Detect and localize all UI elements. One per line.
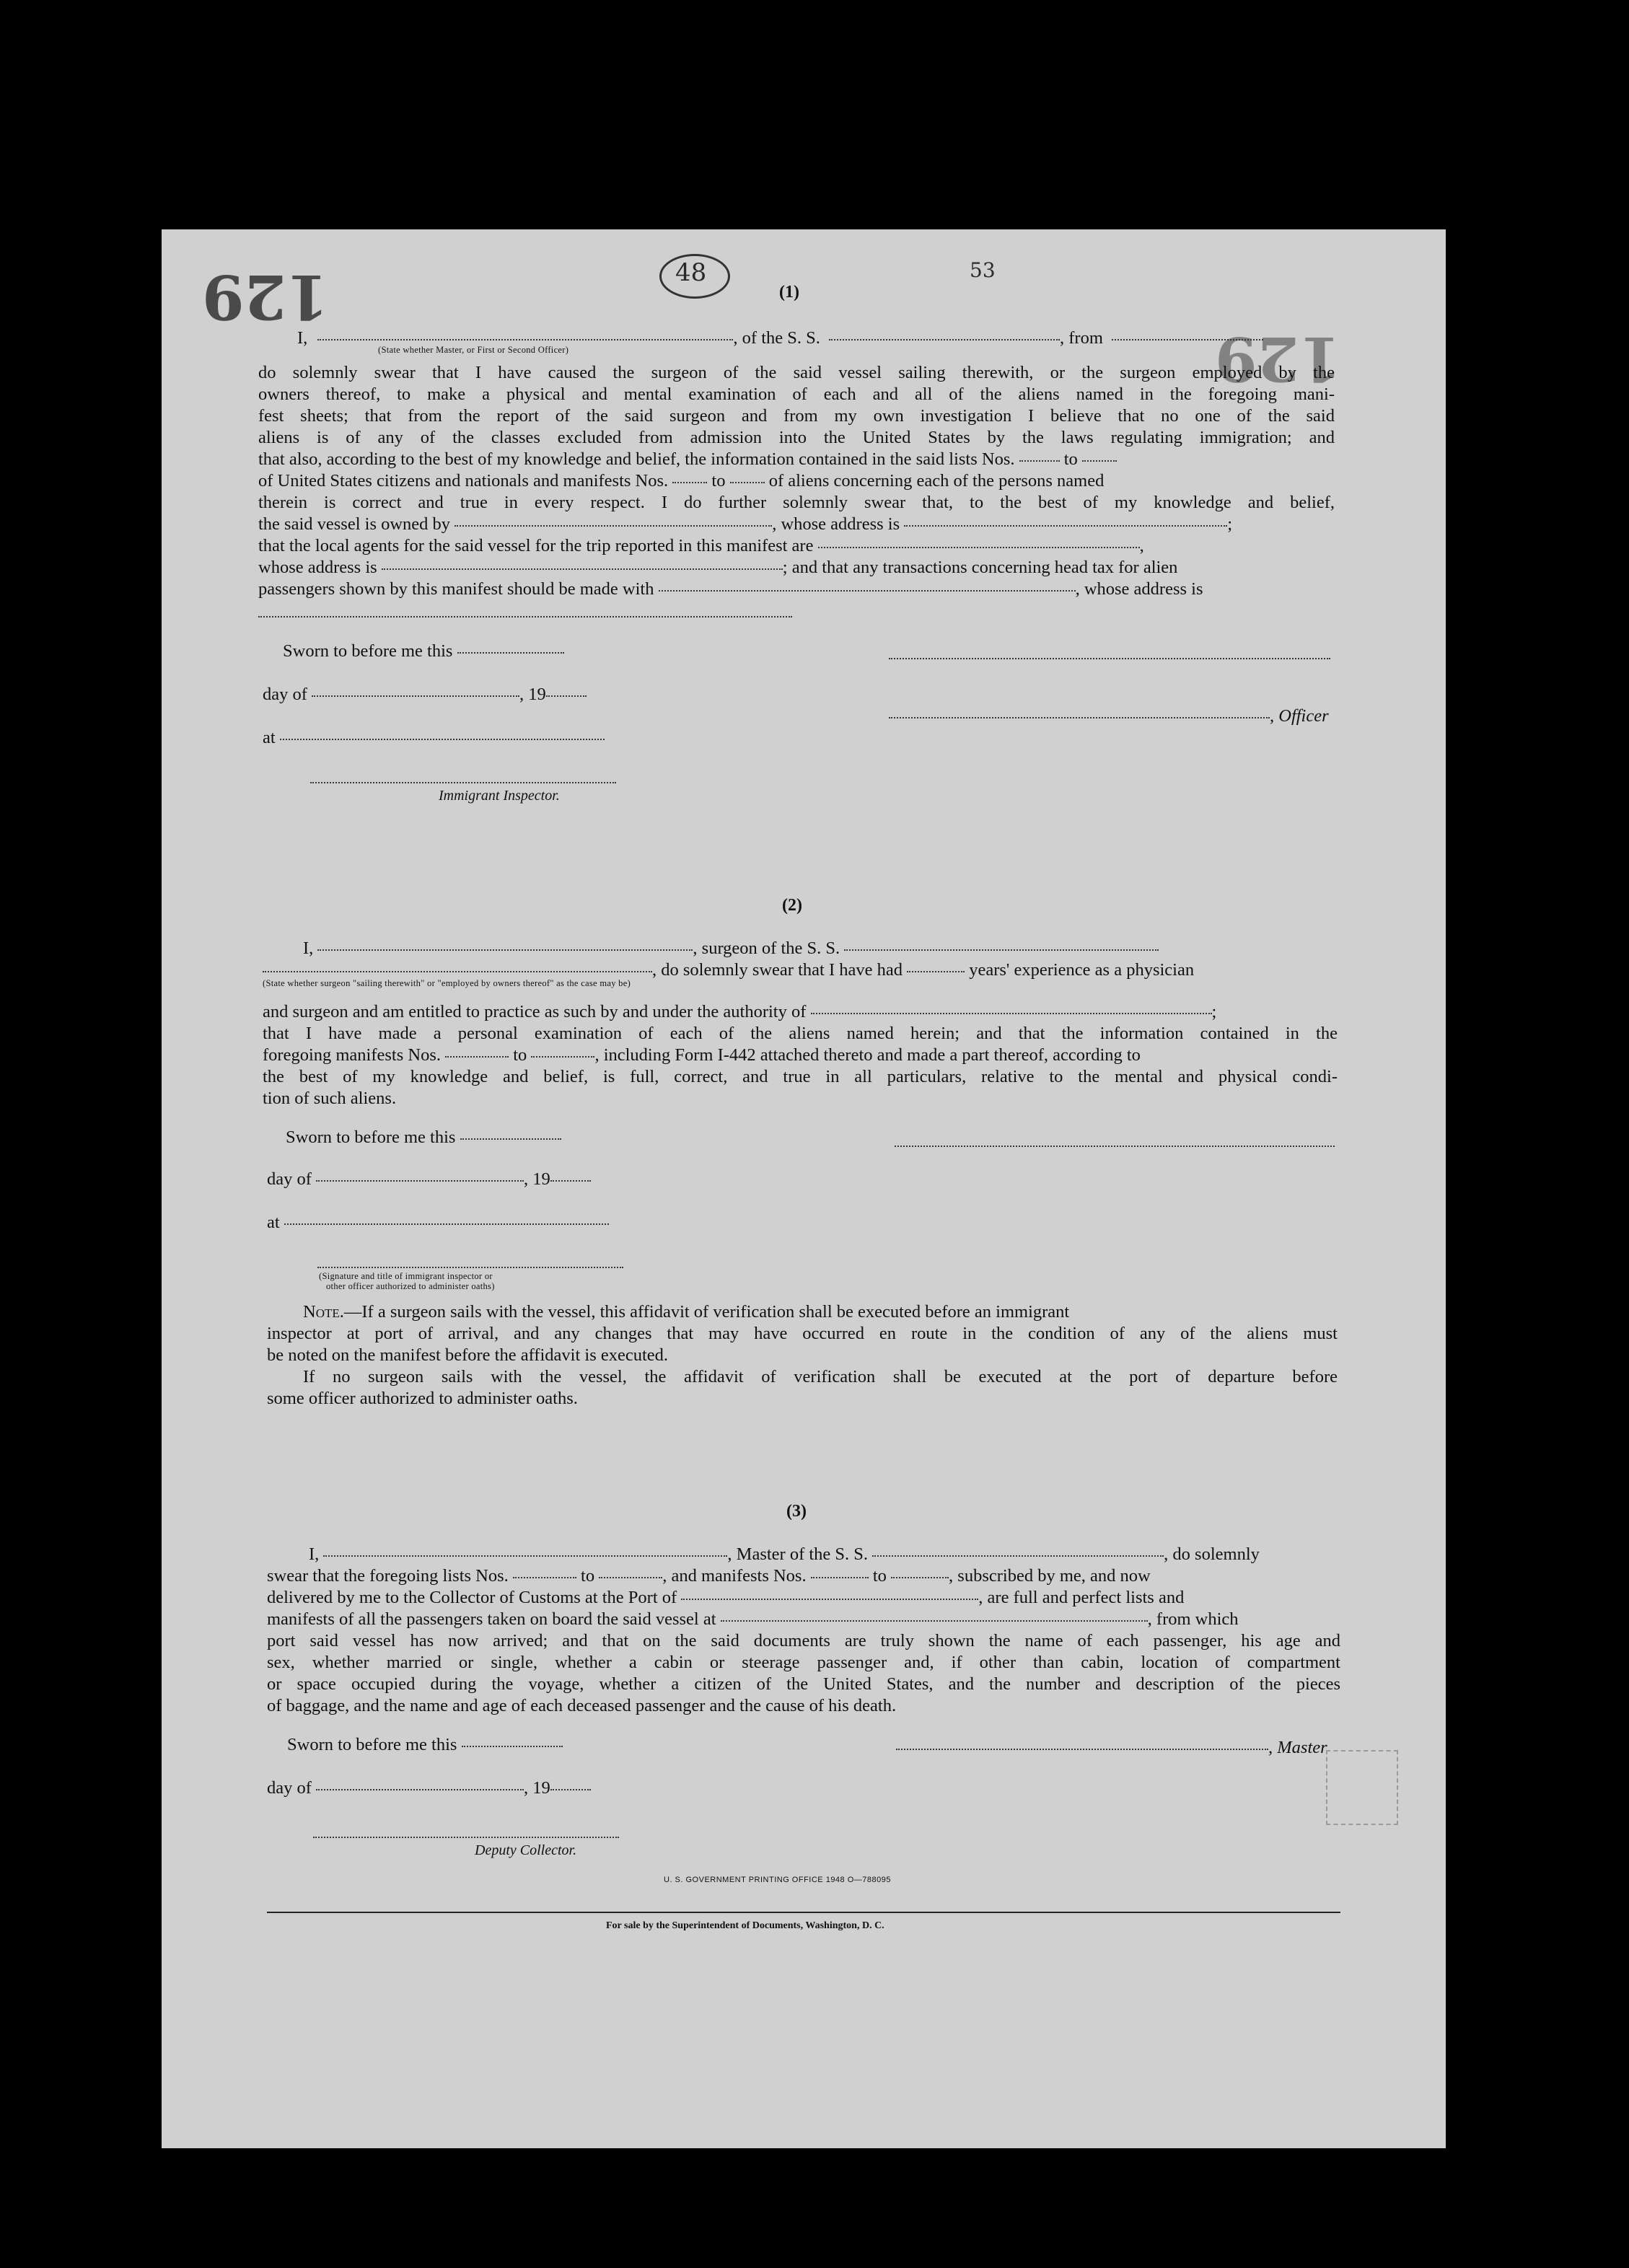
s3-line-3: delivered by me to the Collector of Customs at the Port of , are full and perfect lists and [267, 1588, 1185, 1607]
s1-officer-signature: , Officer [889, 706, 1329, 727]
s1-line-8: therein is correct and true in every respect. I do further solemnly swear that, to the best of my knowledge and belief, [258, 493, 1335, 512]
s3-line-2: swear that the foregoing lists Nos. to , and manifests Nos. to , subscribed by me, and now [267, 1566, 1151, 1586]
circled-number-text: 48 [675, 258, 707, 287]
s1-line-5: aliens is of any of the classes excluded from admission into the United States by the laws regulating immigration; and [258, 428, 1335, 447]
s1-sworn: Sworn to before me this [283, 641, 564, 662]
section-2-number: (2) [782, 896, 802, 915]
s1-officer-line-1 [889, 658, 1330, 659]
s2-line-4: that I have made a personal examination of each of the aliens named herein; and that the information contained in the [263, 1024, 1338, 1043]
s3-deputy-label: Deputy Collector. [475, 1842, 577, 1858]
s1-address-line [258, 616, 792, 617]
section-1-number: (1) [779, 283, 799, 302]
s1-line-4: fest sheets; that from the report of the said surgeon and from my own investigation I believe that no one of the said [258, 406, 1335, 426]
s3-line-7: or space occupied during the voyage, whether a citizen of the United States, and the number and description of the pieces [267, 1674, 1340, 1694]
s3-line-5: port said vessel has now arrived; and that on the said documents are truly shown the name of each passenger, his age and [267, 1631, 1340, 1651]
s3-master-signature: , Master [896, 1737, 1327, 1759]
s2-note-line-3: be noted on the manifest before the affidavit is executed. [267, 1345, 669, 1365]
s2-signature-line [895, 1146, 1335, 1147]
s2-note2-line-1: If no surgeon sails with the vessel, the affidavit of verification shall be executed at the port of departure before [303, 1367, 1338, 1386]
s1-dayof: day of , 19 [263, 684, 587, 706]
s2-note-line-1: Note.—If a surgeon sails with the vessel, this affidavit of verification shall be executed before an immigrant [303, 1302, 1070, 1322]
footer-rule [267, 1912, 1340, 1913]
s2-line-7: tion of such aliens. [263, 1089, 397, 1108]
stamp-number-right: 129 [1215, 323, 1342, 395]
s3-dayof: day of , 19 [267, 1777, 591, 1799]
s1-inspector-label: Immigrant Inspector. [439, 788, 560, 804]
s2-note2-line-2: some officer authorized to administer oaths. [267, 1389, 578, 1408]
s2-dayof: day of , 19 [267, 1169, 591, 1190]
s2-surgeon-caption: (State whether surgeon "sailing therewith" or "employed by owners thereof" as the case may be) [263, 978, 631, 988]
s2-line-6: the best of my knowledge and belief, is full, correct, and true in all particulars, relative to the mental and physical condi- [263, 1067, 1338, 1086]
s3-line-1: I, , Master of the S. S. , do solemnly [309, 1544, 1260, 1564]
s2-sig-caption-2: other officer authorized to administer oaths) [326, 1281, 495, 1291]
s3-sworn: Sworn to before me this [287, 1734, 563, 1756]
s1-inspector-line [310, 782, 616, 783]
s1-officer-caption: (State whether Master, or First or Second Officer) [378, 345, 569, 355]
stamp-number-left: 129 [202, 261, 329, 333]
s1-line-9: the said vessel is owned by , whose address is ; [258, 514, 1233, 534]
s1-line-1: I, , of the S. S. , from [297, 328, 1330, 349]
s2-line-5: foregoing manifests Nos. to , including Form I-442 attached thereto and made a part thereof, according to [263, 1045, 1141, 1065]
top-handwritten-mark: 53 [970, 258, 996, 282]
s1-line-12: passengers shown by this manifest should be made with , whose address is [258, 579, 1203, 599]
document-page [162, 229, 1446, 2148]
section-3-number: (3) [786, 1502, 807, 1521]
s2-line-3: and surgeon and am entitled to practice as such by and under the authority of ; [263, 1002, 1217, 1021]
s2-sig-caption-1: (Signature and title of immigrant inspector or [319, 1271, 493, 1281]
sale-notice: For sale by the Superintendent of Documents, Washington, D. C. [606, 1920, 884, 1931]
s2-sworn: Sworn to before me this [286, 1127, 561, 1148]
s3-line-8: of baggage, and the name and age of each deceased passenger and the cause of his death. [267, 1696, 897, 1715]
s1-line-11: whose address is ; and that any transactions concerning head tax for alien [258, 558, 1178, 577]
s2-line-2: , do solemnly swear that I have had years' experience as a physician [263, 959, 1338, 981]
s3-line-6: sex, whether married or single, whether a cabin or steerage passenger and, if other than cabin, location of compartment [267, 1653, 1340, 1672]
s1-at: at [263, 727, 605, 749]
s1-line-2: do solemnly swear that I have caused the surgeon of the said vessel sailing therewith, or the surgeon employed by the [258, 363, 1335, 382]
s3-deputy-line [313, 1837, 619, 1838]
s1-line-7: of United States citizens and nationals and manifests Nos. to of aliens concerning each of the persons named [258, 471, 1105, 491]
s2-at: at [267, 1212, 609, 1234]
s2-note-line-2: inspector at port of arrival, and any changes that may have occurred en route in the condition of any of the aliens must [267, 1324, 1338, 1343]
s1-line-10: that the local agents for the said vessel for the trip reported in this manifest are , [258, 536, 1144, 555]
s3-line-4: manifests of all the passengers taken on board the said vessel at , from which [267, 1609, 1239, 1629]
faint-stamp [1326, 1750, 1398, 1825]
s1-line-3: owners thereof, to make a physical and mental examination of each and all of the aliens named in the foregoing mani- [258, 384, 1335, 404]
s1-line-6: that also, according to the best of my knowledge and belief, the information contained in the said lists Nos. to [258, 449, 1335, 470]
gpo-imprint: U. S. GOVERNMENT PRINTING OFFICE 1948 O—788095 [664, 1876, 891, 1884]
s2-line-1: I, , surgeon of the S. S. [303, 938, 1159, 959]
s2-inspector-line [317, 1267, 623, 1268]
